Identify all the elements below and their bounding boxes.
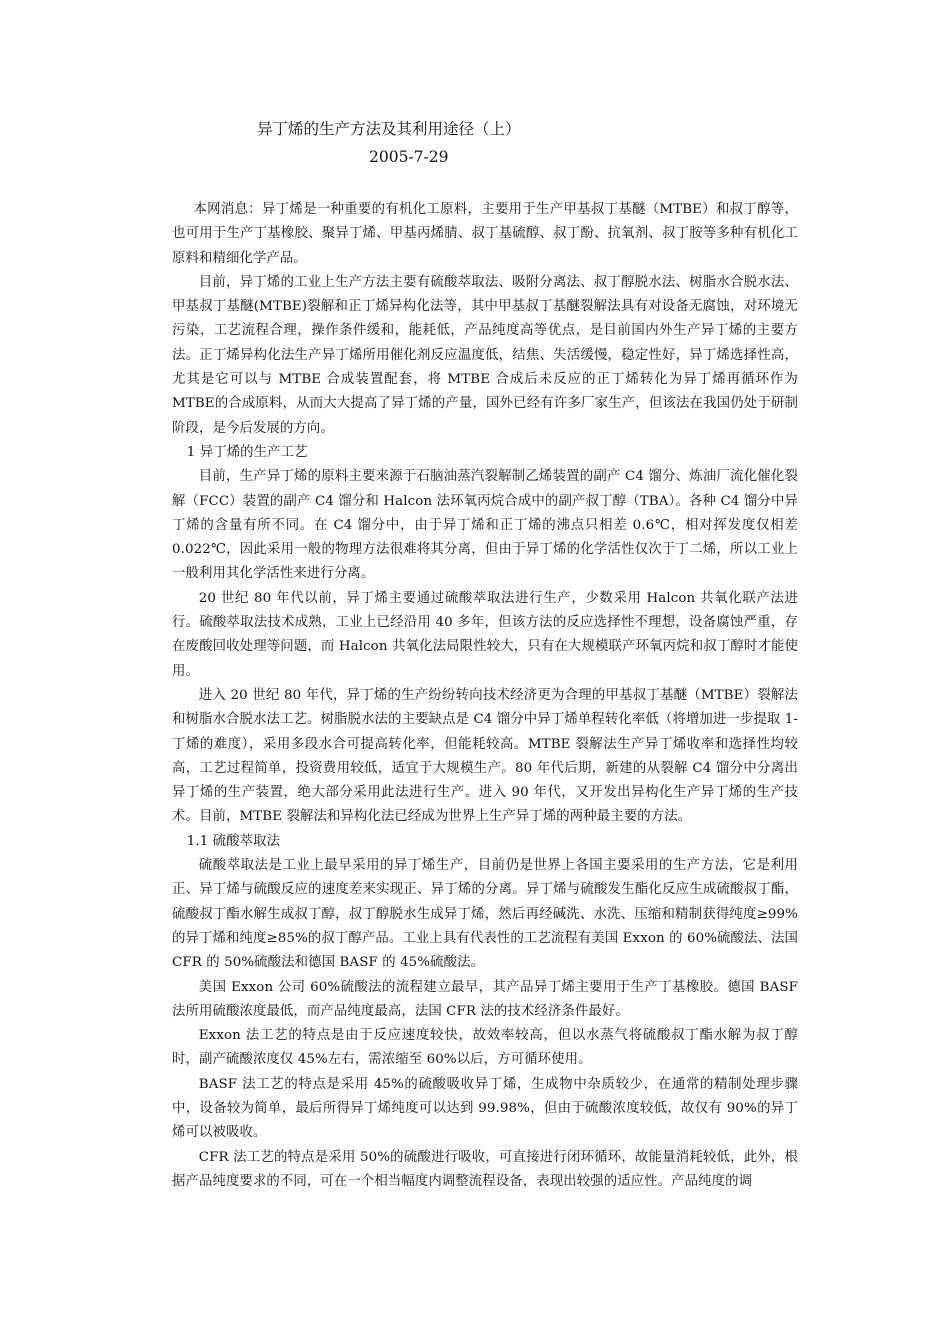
document-title: 异丁烯的生产方法及其利用途径（上） xyxy=(257,120,521,138)
paragraph: 进入 20 世纪 80 年代，异丁烯的生产纷纷转向技术经济更为合理的甲基叔丁基醚（MTBE）裂解法和树脂水合脱水法工艺。树脂脱水法的主要缺点是 C4 馏分中异丁烯单程转化率低（将增加进一步提取 1-丁烯的难度），采用多段水合可提高转化率，但能耗较高。MTBE 裂解法生产异丁烯收率和选择性均较高，工艺过程简单，投资费用较低，适宜于大规模生产。80 年代后期，新建的从裂解 C4 馏分中分离出异丁烯的生产装置，绝大部分采用此法进行生产。进入 90 年代，又开发出异构化生产异丁烯的生产技术。目前，MTBE 裂解法和异构化法已经成为世界上生产异丁烯的两种最主要的方法。 xyxy=(172,687,798,825)
document-body xyxy=(172,198,798,1194)
paragraph: 20 世纪 80 年代以前，异丁烯主要通过硫酸萃取法进行生产，少数采用 Halcon 共氧化联产法进行。硫酸萃取法技术成熟，工业上已经沿用 40 多年，但该方法的反应选择性不理想，设备腐蚀严重，存在废酸回收处理等问题，而 Halcon 共氧化法局限性较大，只有在大规模联产环氧丙烷和叔丁醇时才能使用。 xyxy=(172,590,798,679)
subsection-heading: 1.1 硫酸萃取法 xyxy=(186,833,281,849)
paragraph: 目前，生产异丁烯的原料主要来源于石脑油蒸汽裂解制乙烯装置的副产 C4 馏分、炼油厂流化催化裂解（FCC）装置的副产 C4 馏分和 Halcon 法环氧丙烷合成中的副产叔丁醇（TBA）。各种 C4 馏分中异丁烯的含量有所不同。在 C4 馏分中，由于异丁烯和正丁烯的沸点只相差 0.6℃，相对挥发度仅相差0.022℃，因此采用一般的物理方法很难将其分离，但由于异丁烯的化学活性仅次于丁二烯，所以工业上一般利用其化学活性来进行分离。 xyxy=(172,469,798,582)
paragraph-intro: 本网消息：异丁烯是一种重要的有机化工原料，主要用于生产甲基叔丁基醚（MTBE）和叔丁醇等，也可用于生产丁基橡胶、聚异丁烯、甲基丙烯腈、叔丁基硫醇、叔丁酚、抗氧剂、叔丁胺等多种有机化工原料和精细化学产品。 xyxy=(172,202,798,266)
paragraph: BASF 法工艺的特点是采用 45%的硫酸吸收异丁烯，生成物中杂质较少，在通常的精制处理步骤中，设备较为简单，最后所得异丁烯纯度可以达到 99.98%，但由于硫酸浓度较低，故仅有 90%的异丁烯可以被吸收。 xyxy=(172,1076,798,1141)
paragraph: Exxon 法工艺的特点是由于反应速度较快，故效率较高，但以水蒸气将硫酸叔丁酯水解为叔丁醇时，副产硫酸浓度仅 45%左右，需浓缩至 60%以后，方可循环使用。 xyxy=(172,1028,798,1068)
section-heading: 1 异丁烯的生产工艺 xyxy=(186,444,308,460)
paragraph: 美国 Exxon 公司 60%硫酸法的流程建立最早，其产品异丁烯主要用于生产丁基橡胶。德国 BASF 法所用硫酸浓度最低，而产品纯度最高，法国 CFR 法的技术经济条件最好。 xyxy=(172,979,798,1019)
paragraph: 硫酸萃取法是工业上最早采用的异丁烯生产，目前仍是世界上各国主要采用的生产方法，它是利用正、异丁烯与硫酸反应的速度差来实现正、异丁烯的分离。异丁烯与硫酸发生酯化反应生成硫酸叔丁酯，硫酸叔丁酯水解生成叔丁醇，叔丁醇脱水生成异丁烯，然后再经碱洗、水洗、压缩和精制获得纯度≥99%的异丁烯和纯度≥85%的叔丁醇产品。工业上具有代表性的工艺流程有美国 Exxon 的 60%硫酸法、法国 CFR 的 50%硫酸法和德国 BASF 的 45%硫酸法。 xyxy=(172,858,798,971)
paragraph: CFR 法工艺的特点是采用 50%的硫酸进行吸收，可直接进行闭环循环，故能量消耗较低，此外，根据产品纯度要求的不同，可在一个相当幅度内调整流程设备，表现出较强的适应性。产品纯度的调 xyxy=(172,1149,798,1189)
document-date: 2005-7-29 xyxy=(369,148,449,166)
paragraph: 目前，异丁烯的工业上生产方法主要有硫酸萃取法、吸附分离法、叔丁醇脱水法、树脂水合脱水法、甲基叔丁基醚(MTBE)裂解和正丁烯异构化法等，其中甲基叔丁基醚裂解法具有对设备无腐蚀，对环境无污染，工艺流程合理，操作条件缓和，能耗低，产品纯度高等优点，是目前国内外生产异丁烯的主要方法。正丁烯异构化法生产异丁烯所用催化剂反应温度低，结焦、失活缓慢，稳定性好，异丁烯选择性高，尤其是它可以与 MTBE 合成装置配套，将 MTBE 合成后未反应的正丁烯转化为异丁烯再循环作为MTBE的合成原料，从而大大提高了异丁烯的产量，国外已经有许多厂家生产，但该法在我国仍处于研制阶段，是今后发展的方向。 xyxy=(172,274,798,436)
